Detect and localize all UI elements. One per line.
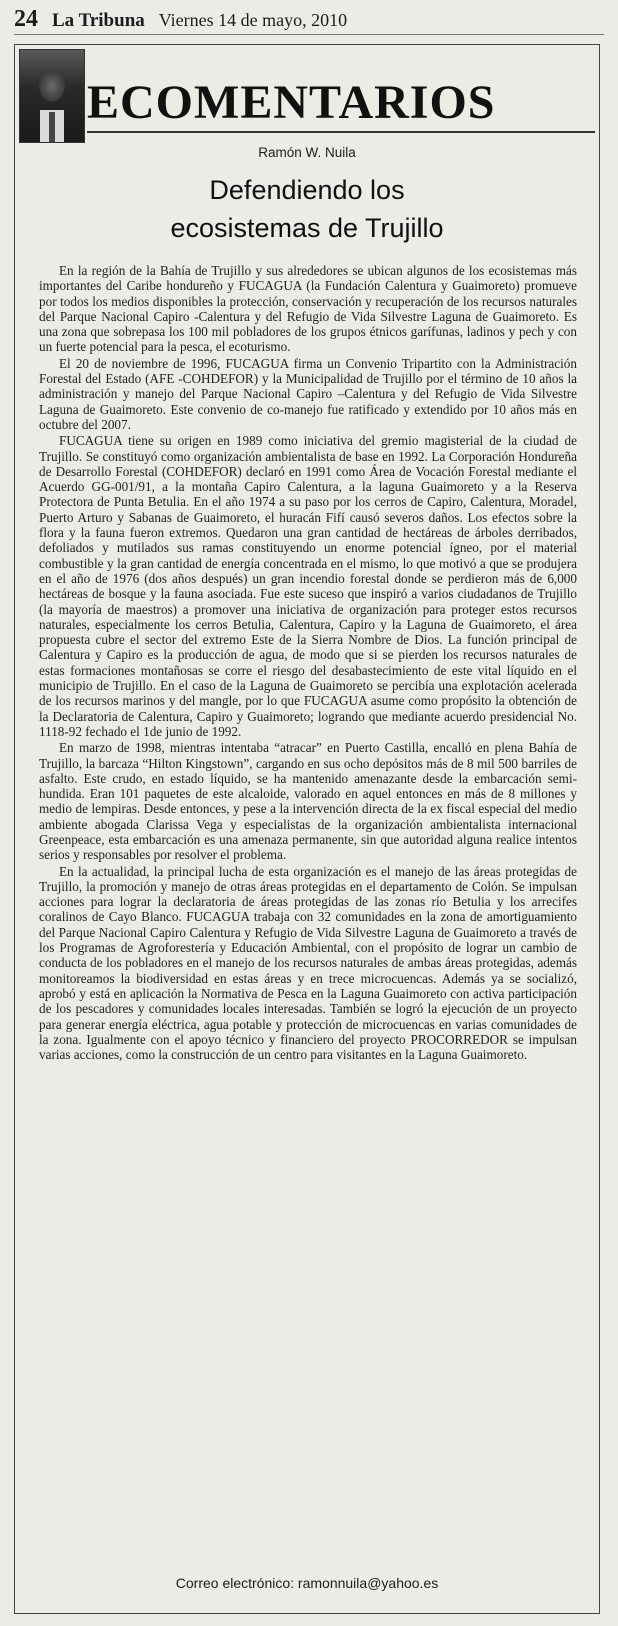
article-paragraph-1: En la región de la Bahía de Trujillo y sus alrededores se ubican algunos de los ecosistemas más importantes del Caribe hondureño y FUCAGUA (la Fundación Calentura y Guaimoreto) promueve por todos los medios disponibles la protección, conservación y recuperación de los recursos naturales del Parque Nacional Capiro -Calentura y del Refugio de Vida Silvestre Laguna de Guaimoreto. Es una zona que sobrepasa los 100 mil pobladores de los grupos étnicos garífunas, ladinos y pech y con un fuerte potencial para la pesca, el ecoturismo. xyxy=(39,263,577,355)
title-rule xyxy=(87,131,595,133)
article-body xyxy=(39,263,577,1063)
article-paragraph-4: En marzo de 1998, mientras intentaba “atracar” en Puerto Castilla, encalló en plena Bahía de Trujillo, la barcaza “Hilton Kingstown”, cargando en sus ocho depósitos más de 8 mil 500 barriles de asfalto. Este crudo, en estado líquido, se ha mantenido amenazante desde la embarcación semi-hundida. Eran 101 paquetes de este alcaloide, valorado en aquel entonces en más de 8 millones y medio de lempiras. Desde entonces, y pese a la intervención directa de la ex fiscal especial del medio ambiente abogada Clarissa Vega y especialistas de la organización ambientalista internacional Greenpeace, esta embarcación es una amenaza permanente, sin que autoridad alguna realice intentos serios y responsables por resolver el problema. xyxy=(39,740,577,863)
article-paragraph-3: FUCAGUA tiene su origen en 1989 como iniciativa del gremio magisterial de la ciudad de Trujillo. Se constituyó como organización ambientalista de base en 1992. La Corporación Hondureña de Desarrollo Forestal (COHDEFOR) declaró en 1991 como Área de Vocación Forestal mediante el Acuerdo GG-001/91, a la montaña Capiro Calentura, a la laguna Guaimoreto y a la Reserva Protectora de Punta Betulia. En el año 1974 a su paso por los cerros de Capiro, Calentura, Moradel, Puerto Arturo y Sabanas de Guaimoreto, el huracán Fifí causó severos daños. Los efectos sobre la flora y la fauna fueron extremos. Quedaron una gran cantidad de hectáreas de árboles derribados, defoliados y mutilados sus ramas constituyendo un enorme potencial ígneo, por el material combustible y la gran cantidad de energía concentrada en el mismo, lo que motivó a que se produjera en el año de 1976 (dos años después) un gran incendio forestal donde se perdieron más de 6,000 hectáreas de bosque y la fauna asociada. Fue este suceso que inspiró a varios ciudadanos de Trujillo (la mayoría de maestros) a promover una iniciativa de organización para proteger estos recursos naturales, especialmente los cerros Betulia, Calentura, Capiro y la Laguna de Guaimoreto, el área propuesta cubre el sector del extremo Este de la Sierra Nombre de Dios. La función principal de Calentura y Capiro es la producción de agua, de modo que si se pierden los recursos naturales de estas formaciones montañosas se corre el riesgo del desabastecimiento de este vital líquido en el municipio de Trujillo. En el caso de la Laguna de Guaimoreto se percibía una explotación acelerada de los recursos marinos y del mangle, por lo que FUCAGUA asume como propósito la obtención de la Declaratoria de Calentura, Capiro y Guaimoreto; logrando que mediante acuerdo presidencial No. 1118-92 fechado el 1de junio de 1992. xyxy=(39,433,577,739)
author-byline: Ramón W. Nuila xyxy=(258,145,356,160)
headline-line-1: Defendiendo los xyxy=(209,175,405,205)
column-header xyxy=(15,45,599,145)
article-paragraph-2: El 20 de noviembre de 1996, FUCAGUA firma un Convenio Tripartito con la Administración Forestal del Estado (AFE -COHDEFOR) y la Municipalidad de Trujillo por el término de 10 años la administración y manejo del Parque Nacional Capiro –Calentura y del Refugio de Vida Silvestre Laguna de Guaimoreto. Este convenio de co-manejo fue ratificado y extendido por 10 años más en octubre del 2007. xyxy=(39,355,577,432)
author-tie xyxy=(49,112,55,142)
masthead xyxy=(14,6,604,35)
column-frame xyxy=(14,44,600,1614)
section-title: ECOMENTARIOS xyxy=(87,76,496,129)
issue-date: Viernes 14 de mayo, 2010 xyxy=(158,10,348,30)
author-email: Correo electrónico: ramonnuila@yahoo.es xyxy=(175,1575,439,1591)
author-photo xyxy=(19,49,85,143)
article-paragraph-5: En la actualidad, la principal lucha de esta organización es el manejo de las áreas protegidas de Trujillo, la promoción y manejo de otras áreas protegidas en el departamento de Colón. Se impulsan acciones para lograr la declaratoria de áreas protegidas de las zonas río Betulia y los arrecifes coralinos de Cayo Blanco. FUCAGUA trabaja con 32 comunidades en la zona de amortiguamiento del Parque Nacional Capiro Calentura y Refugio de Vida Silvestre Laguna de Guaimoreto a través de los Programas de Agroforestería y Educación Ambiental, con el propósito de lograr un cambio de conducta de los pobladores en el manejo de los recursos naturales de ambas áreas protegidas, además monitoreamos la biodiversidad en estas áreas y en trece microcuencas. Además ya se socializó, aprobó y está en aplicación la Normativa de Pesca en la Laguna Guaimoreto con activa participación de los pescadores y comunidades locales interesadas. También se logró la ejecución de un proyecto para generar energía eléctrica, agua potable y protección de microcuencas en varias comunidades de la zona. Igualmente con el apoyo técnico y financiero del proyecto PROCORREDOR se impulsan varias acciones, como la construcción de un centro para visitantes en la Laguna Guaimoreto. xyxy=(39,863,577,1063)
headline xyxy=(15,171,599,247)
headline-line-2: ecosistemas de Trujillo xyxy=(170,213,444,243)
paper-name: La Tribuna xyxy=(52,10,145,31)
page-number: 24 xyxy=(14,6,38,32)
